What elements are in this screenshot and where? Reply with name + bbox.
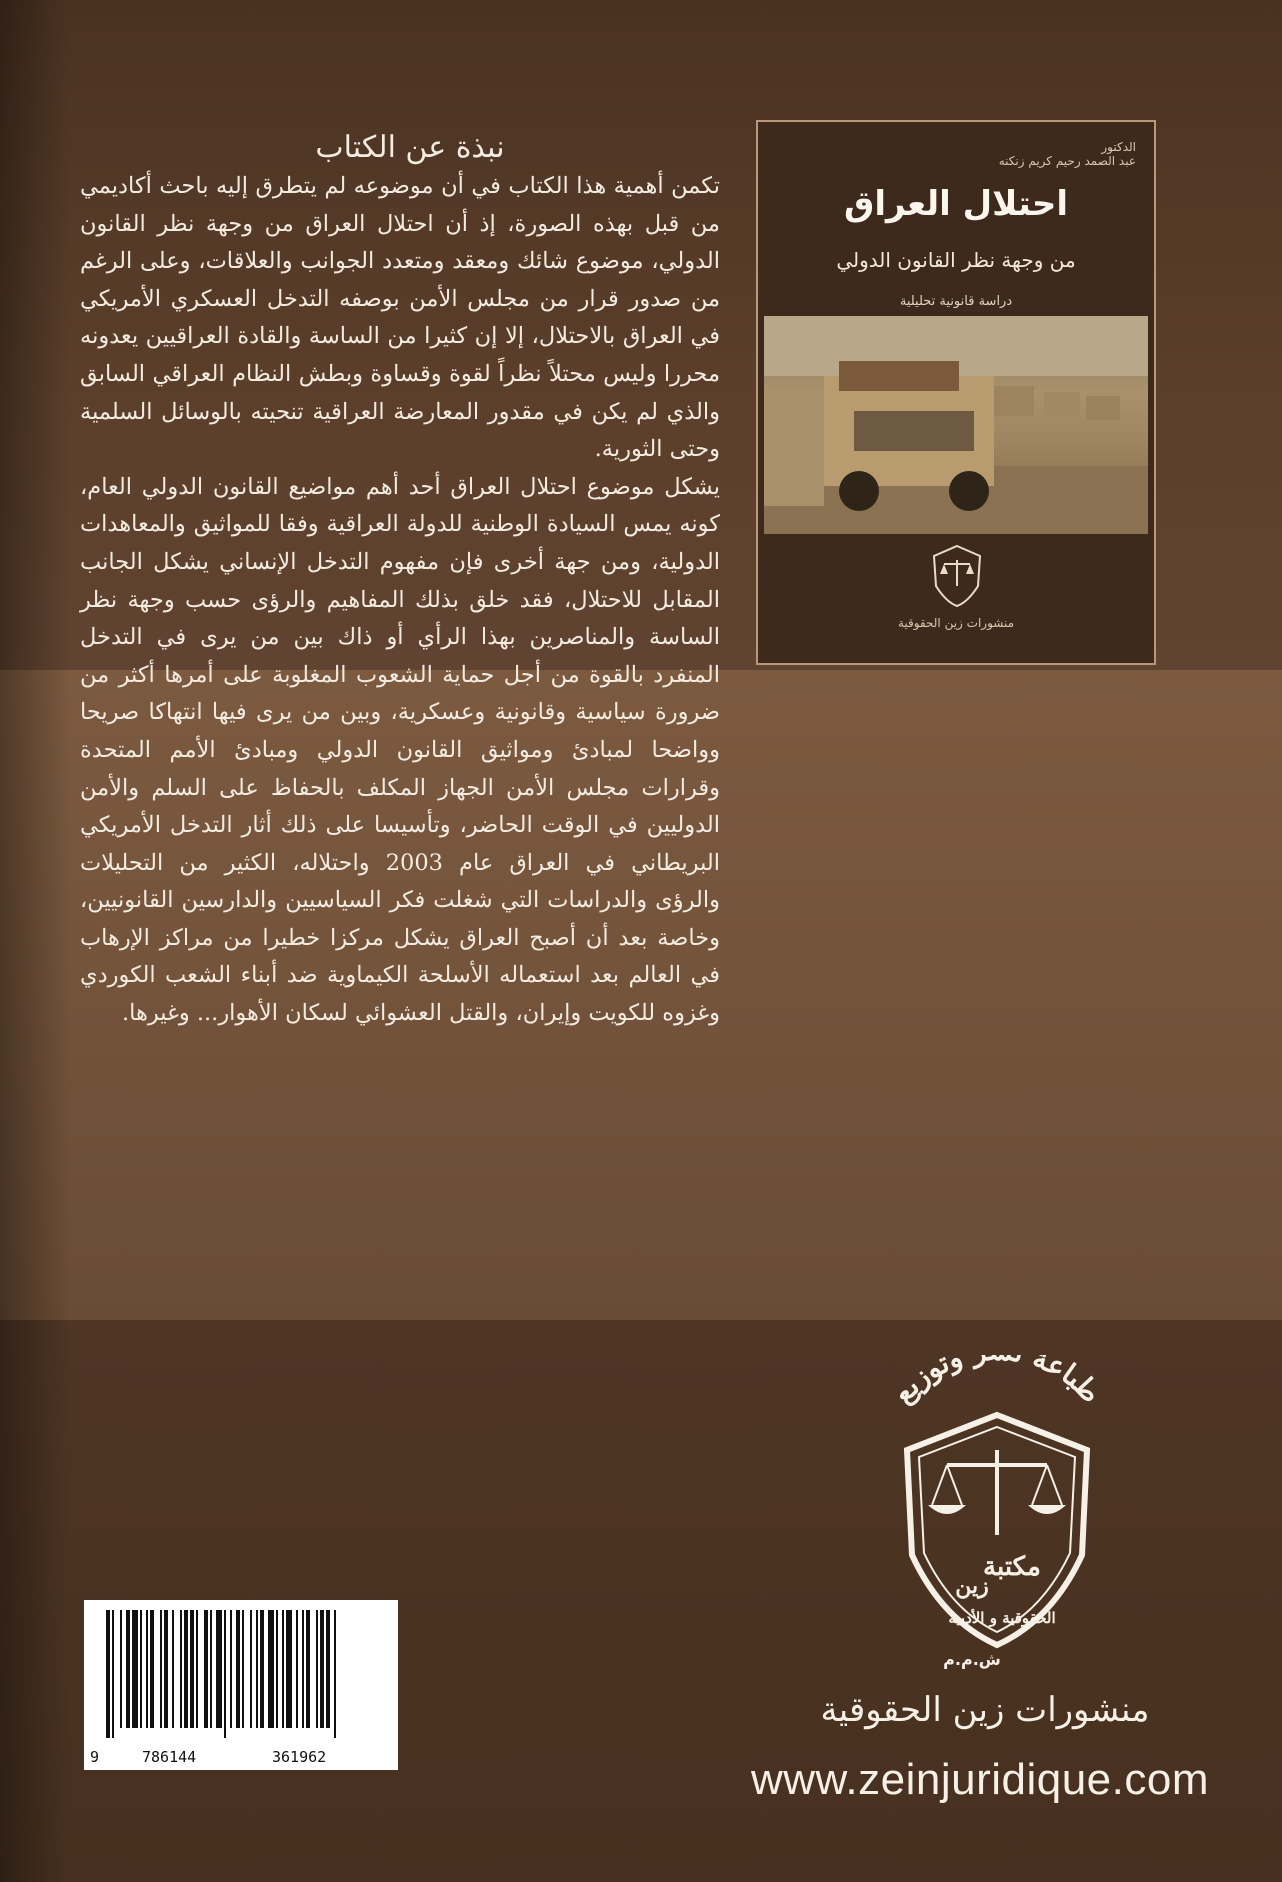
barcode-bar [334, 1610, 336, 1738]
barcode-digits-3: 361962 [272, 1748, 327, 1766]
barcode-bar [326, 1610, 330, 1728]
barcode-digits [84, 1744, 398, 1766]
thumbnail-author [999, 140, 1136, 168]
barcode-bar [160, 1610, 162, 1728]
barcode-bar [126, 1610, 130, 1728]
publisher-logo [862, 1355, 1132, 1675]
barcode-bar [236, 1610, 240, 1728]
blurb-paragraph-2: يشكل موضوع احتلال العراق أحد أهم مواضيع القانون الدولي العام، كونه يمس السيادة الوطنية للدولة العراقية وفقا للمواثيق والمعاهدات الدولية، ومن جهة أخرى فإن مفهوم التدخل الإنساني يشكل الجانب المقابل للاحتلال، فقد خلق بذلك المفاهيم والرؤى حسب وجهة نظر الساسة والمناصرين بهذا الرأي أو ذاك بين من يرى في التدخل المنفرد بالقوة من أجل حماية الشعوب المغلوبة على أمرها أكثر من ضرورة سياسية وقانونية وعسكرية، وبين من يرى فيها انتهاكا صريحا وواضحا لمبادئ ومواثيق القانون الدولي ومبادئ الأمم المتحدة وقرارات مجلس الأمن الجهاز المكلف بالحفاظ على السلم والأمن الدوليين في الوقت الحاضر، وتأسيسا على ذلك أثار التدخل الأمريكي البريطاني في العراق عام 2003 واحتلاله، الكثير من التحليلات والرؤى والدراسات التي شغلت فكر السياسيين والدارسين القانونيين، وخاصة بعد أن أصبح العراق يشكل مركزا خطيرا من مراكز الإرهاب في العالم بعد استعماله الأسلحة الكيماوية ضد أبناء الشعب الكوردي وغزوه للكويت وإيران، والقتل العشوائي لسكان الأهوار... وغيرها. [80, 473, 720, 1027]
barcode-bar [320, 1610, 324, 1728]
spine-shadow [0, 0, 70, 1882]
barcode-bar [242, 1610, 244, 1728]
barcode-bar [150, 1610, 154, 1728]
barcode-bar [210, 1610, 212, 1728]
barcode-bar [296, 1610, 298, 1728]
barcode-bar [132, 1610, 138, 1728]
barcode-bar [306, 1610, 310, 1728]
logo-inner-text-1: مكتبة [983, 1552, 1041, 1582]
barcode-bar [276, 1610, 278, 1728]
barcode-digits-2: 786144 [142, 1748, 197, 1766]
thumbnail-author-line-2: عبد الصمد رحيم كريم زنكنه [998, 154, 1136, 168]
barcode-bar [120, 1610, 122, 1728]
front-cover-thumbnail [756, 120, 1156, 665]
logo-suffix: ش.م.م [943, 1650, 1001, 1669]
barcode-bar [224, 1610, 226, 1738]
logo-inner-text-2: زين [955, 1573, 989, 1599]
barcode-bar [286, 1610, 292, 1728]
barcode-bar [196, 1610, 198, 1728]
barcode-bar [282, 1610, 284, 1728]
barcode-bars [84, 1600, 398, 1740]
barcode-bar [172, 1610, 174, 1728]
barcode-bar [230, 1610, 232, 1728]
barcode-bar [256, 1610, 258, 1728]
website-url: www.zeinjuridique.com [750, 1755, 1210, 1804]
thumbnail-title: احتلال العراق [843, 184, 1068, 224]
isbn-barcode [84, 1600, 398, 1770]
barcode-bar [184, 1610, 188, 1728]
barcode-bar [302, 1610, 304, 1728]
barcode-bar [250, 1610, 252, 1728]
barcode-bar [140, 1610, 142, 1728]
barcode-digit-1: 9 [90, 1748, 100, 1766]
logo-inner-text-3: الحقوقية و الأدبية [948, 1609, 1056, 1627]
thumbnail-publisher: منشورات زين الحقوقية [897, 616, 1015, 630]
barcode-bar [112, 1610, 114, 1738]
military-vehicles-photo [764, 316, 1148, 534]
barcode-bar [268, 1610, 274, 1728]
barcode-bar [260, 1610, 264, 1728]
thumbnail-author-line-1: الدكتور [1101, 140, 1136, 154]
logo-arc-text-path: طباعة وتوزيع [885, 1355, 1108, 1410]
thumbnail-subtitle: من وجهة نظر القانون الدولي [836, 248, 1076, 272]
barcode-bar [316, 1610, 318, 1728]
barcode-bar [106, 1610, 110, 1738]
blurb-title: نبذة عن الكتاب [315, 130, 505, 165]
blurb-paragraph-1: تكمن أهمية هذا الكتاب في أن موضوعه لم يتطرق إليه باحث أكاديمي من قبل بهذه الصورة، إذ أن احتلال العراق من وجهة نظر القانون الدولي، موضوع شائك ومعقد ومتعدد الجوانب والعلاقات، وعلى الرغم من صدور قرار من مجلس الأمن بوصفه التدخل العسكري الأمريكي في العراق بالاحتلال، إلا إن كثيرا من الساسة والقادة العراقيين يعدونه محررا وليس محتلاً نظراً لقوة وقساوة وبطش النظام العراقي السابق والذي لم يكن في مقدور المعارضة العراقية تنحيته بالوسائل السلمية وحتى الثورية. [80, 173, 720, 463]
publisher-name: منشورات زين الحقوقية [820, 1690, 1150, 1730]
thumbnail-note: دراسة قانونية تحليلية [899, 294, 1013, 309]
barcode-bar [204, 1610, 208, 1728]
barcode-bar [164, 1610, 168, 1728]
barcode-bar [216, 1610, 222, 1728]
blurb-text [80, 168, 720, 1033]
logo-arc-text [886, 1355, 1108, 1410]
barcode-bar [146, 1610, 148, 1728]
barcode-bar [180, 1610, 182, 1728]
thumbnail-emblem-icon [928, 542, 986, 610]
barcode-bar [190, 1610, 194, 1728]
